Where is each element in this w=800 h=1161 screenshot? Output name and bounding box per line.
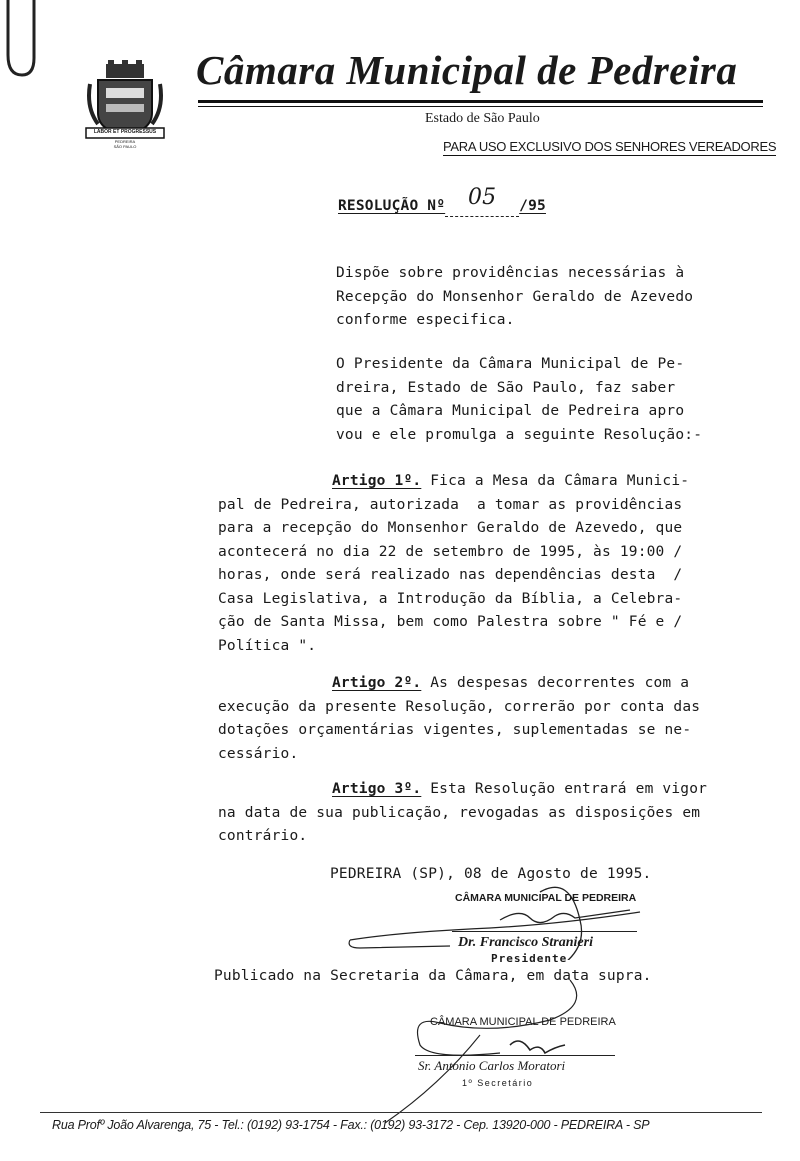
signature-1-line — [452, 931, 637, 932]
letterhead-state: Estado de São Paulo — [425, 111, 540, 126]
article-3-line: contrário. — [218, 828, 308, 844]
resolution-year: /95 — [519, 198, 546, 214]
footer-rule — [40, 1112, 762, 1113]
article-2-line: cessário. — [218, 745, 299, 762]
article-3-line: na data de sua publicação, revogadas as disposições em — [218, 804, 701, 821]
footer-address: Rua Profº João Alvarenga, 75 - Tel.: (0192) 93-1754 - Fax.: (0192) 93-3172 - Cep. 13920-000 - PEDREIRA - SP — [52, 1118, 650, 1132]
article-1-line: horas, onde será realizado nas dependências desta / — [218, 567, 683, 583]
signature-1-name: Dr. Francisco Stranieri — [458, 935, 593, 950]
article-1-line: ção de Santa Missa, bem como Palestra sobre " Fé e / — [218, 614, 683, 630]
resolution-label: RESOLUÇÃO Nº — [338, 198, 446, 214]
letterhead-rule — [198, 100, 763, 103]
preamble — [336, 353, 702, 447]
ementa — [336, 262, 693, 333]
article-2 — [218, 672, 700, 766]
ementa-line: Dispõe sobre providências necessárias à — [336, 265, 685, 281]
coat-of-arms-icon — [84, 58, 166, 150]
signature-2-role: 1º Secretário — [462, 1078, 534, 1088]
signature-1-stamp: CÂMARA MUNICIPAL DE PEDREIRA — [455, 892, 637, 904]
ementa-line: Recepção do Monsenhor Geraldo de Azevedo — [336, 288, 694, 305]
resolution-number: 05 — [467, 185, 497, 210]
preamble-line: que a Câmara Municipal de Pedreira apro — [336, 403, 685, 419]
article-1-line: para a recepção do Monsenhor Geraldo de Azevedo, que — [218, 520, 683, 536]
letterhead-notice: PARA USO EXCLUSIVO DOS SENHORES VEREADORES — [443, 139, 777, 154]
article-2-line: dotações orçamentárias vigentes, suplementadas se ne- — [218, 722, 692, 738]
resolution-number-field — [445, 185, 519, 217]
letterhead-rule-thin — [198, 106, 763, 107]
article-2-label: Artigo 2º. — [332, 675, 422, 691]
ementa-line: conforme especifica. — [336, 312, 515, 328]
article-3-label: Artigo 3º. — [332, 781, 422, 797]
article-3-first-line: Esta Resolução entrará em vigor — [430, 781, 708, 797]
coat-of-arms-text-1: PEDREIRA — [114, 139, 136, 144]
published-line: Publicado na Secretaria da Câmara, em data supra. — [214, 968, 652, 984]
article-2-line: execução da presente Resolução, correrão por conta das — [218, 698, 701, 715]
article-3 — [218, 778, 707, 849]
article-1 — [218, 470, 689, 658]
letterhead-title: Câmara Municipal de Pedreira — [196, 47, 738, 93]
article-1-line: Política ". — [218, 637, 317, 654]
signature-2-line — [415, 1055, 615, 1056]
preamble-line: O Presidente da Câmara Municipal de Pe- — [336, 356, 685, 372]
preamble-line: dreira, Estado de São Paulo, faz saber — [336, 379, 676, 396]
coat-of-arms — [84, 58, 166, 150]
article-2-first-line: As despesas decorrentes com a — [430, 675, 690, 691]
article-1-label: Artigo 1º. — [332, 473, 422, 489]
signature-2-stamp: CÂMARA MUNICIPAL DE PEDREIRA — [430, 1016, 616, 1028]
article-1-line: acontecerá no dia 22 de setembro de 1995, às 19:00 / — [218, 543, 683, 560]
article-1-line: Casa Legislativa, a Introdução da Bíblia, a Celebra- — [218, 590, 683, 607]
preamble-line: vou e ele promulga a seguinte Resolução:- — [336, 426, 703, 443]
binder-clip-mark — [0, 0, 45, 85]
article-1-first-line: Fica a Mesa da Câmara Munici- — [430, 473, 690, 489]
signature-1-role: Presidente — [491, 952, 568, 965]
signature-2-name: Sr. Antonio Carlos Moratori — [418, 1058, 566, 1073]
article-1-line: pal de Pedreira, autorizada a tomar as providências — [218, 496, 683, 513]
resolution-heading — [338, 185, 546, 217]
signature-2-scribble — [380, 975, 640, 1125]
coat-of-arms-text-2: SÃO PAULO — [113, 144, 137, 149]
coat-of-arms-banner: LABOR ET PROGRESSUS — [93, 129, 157, 135]
date-line: PEDREIRA (SP), 08 de Agosto de 1995. — [330, 866, 652, 882]
